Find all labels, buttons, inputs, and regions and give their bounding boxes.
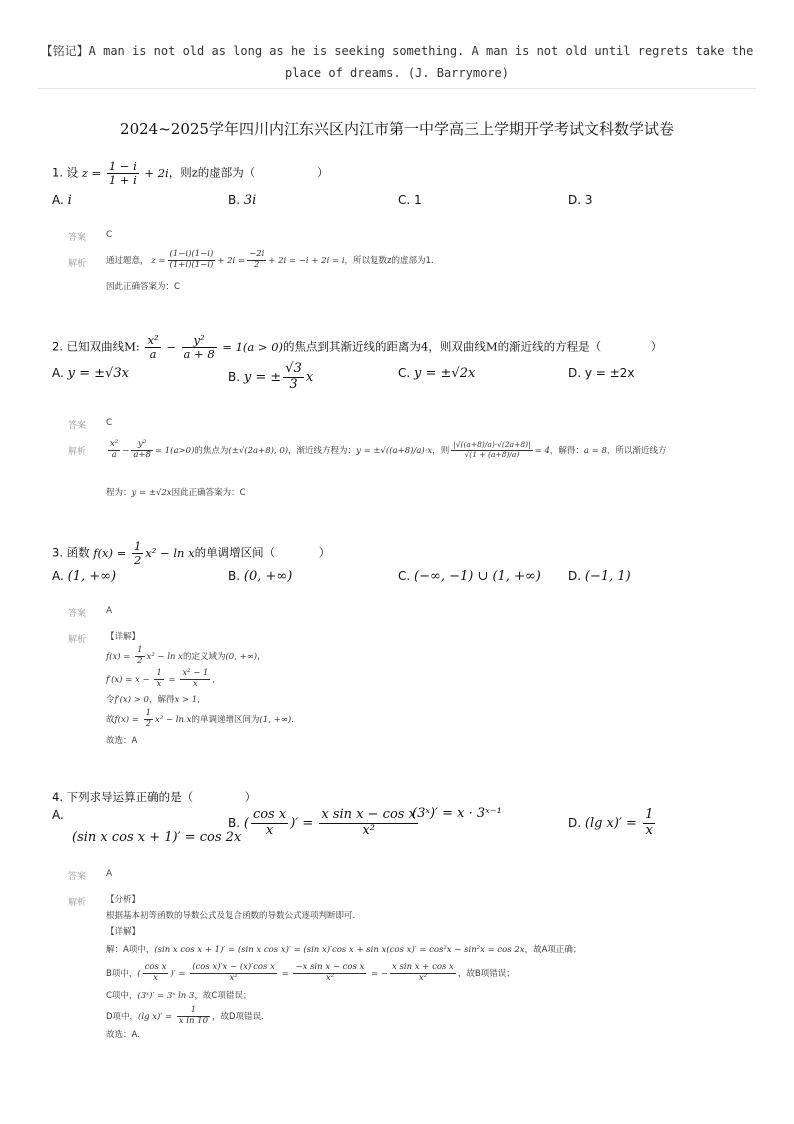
exam-title: 2024~2025学年四川内江东兴区内江市第一中学高三上学期开学考试文科数学试卷 bbox=[120, 120, 674, 138]
analysis-label: 解析 bbox=[68, 447, 87, 457]
option-d[interactable]: D. (−1, 1) bbox=[568, 569, 631, 584]
analysis-step: 故f(x) = $\frac{1}{2}$ x² − ln x的单调递增区间为(1, +∞). bbox=[106, 708, 294, 729]
close-paren: ） bbox=[650, 339, 663, 354]
analysis-method: 根据基本初等函数的导数公式及复合函数的导数公式逐项判断即可. bbox=[106, 911, 356, 921]
analysis-method-label: 【分析】 bbox=[106, 895, 141, 905]
option-b[interactable]: B. (0, +∞) bbox=[228, 569, 293, 584]
analysis-step: B项中，( $\frac{\text{cos x}}{x}$ )′ = $\frac{\text{(cos x)′x − (x)′cos x}}{\text{x²}}$ = $\frac{\text{−x sin x − cos x}}{\text{x²}}$ = − $\frac{\text{x sin x + cos x}}{\text{x²}}$ ，故B项错误； bbox=[106, 962, 515, 983]
question-1 bbox=[52, 160, 328, 187]
option-a-value: (sin x cos x + 1)′ = cos 2x bbox=[72, 830, 242, 845]
answer-value: C bbox=[106, 418, 113, 428]
close-paren: ） bbox=[316, 165, 329, 180]
option-b[interactable]: B. ( $\frac{\text{cos x}}{x}$ )′ = $\frac{\text{x sin x − cos x}}{\text{x²}}$ bbox=[228, 807, 416, 838]
question-3 bbox=[52, 540, 330, 567]
analysis-detail-label: 【详解】 bbox=[106, 632, 141, 642]
analysis-step: f′(x) = x − $\frac{1}{x}$ = $\frac{\text{x² − 1}}{x}$ , bbox=[106, 668, 216, 689]
question-stem-prefix: 设 bbox=[66, 165, 79, 180]
close-paren: ） bbox=[318, 545, 331, 560]
analysis-detail-label: 【详解】 bbox=[106, 927, 141, 937]
question-number: 1. bbox=[52, 165, 63, 180]
option-a-value: i bbox=[67, 193, 72, 208]
question-2 bbox=[52, 334, 662, 361]
option-b-value: 3i bbox=[243, 193, 257, 208]
answer-value: A bbox=[106, 606, 113, 616]
analysis-label: 解析 bbox=[68, 259, 87, 269]
option-d[interactable]: D. 3 bbox=[568, 193, 593, 207]
analysis-conclusion: 故选：A bbox=[106, 736, 138, 746]
option-d[interactable]: D. (lg x)′ = $\frac{1}{x}$ bbox=[568, 807, 654, 838]
option-a[interactable]: A. y = ±√3x bbox=[52, 366, 129, 381]
question-number: 3. bbox=[52, 545, 63, 560]
option-d[interactable]: D. y = ±2x bbox=[568, 366, 635, 380]
header-divider bbox=[38, 88, 756, 89]
analysis-step: C项中，(3ˣ)′ = 3ˣ ln 3，故C项错误； bbox=[106, 991, 252, 1001]
question-4 bbox=[52, 789, 256, 805]
option-c[interactable]: C. y = ±√2x bbox=[398, 366, 476, 381]
analysis-text: 通过题意， z = $\frac{(1-i)(1-i)}{(1+i)(1-i)}$ + 2i = $\frac{-2i}{2}$ + 2i = −i + 2i = i，所以复数z的虚部为1. bbox=[106, 249, 434, 270]
option-c[interactable]: C. 1 bbox=[398, 193, 422, 207]
answer-label: 答案 bbox=[68, 609, 87, 619]
question-number: 4. bbox=[52, 790, 63, 804]
option-c[interactable]: (3ˣ)′ = x · 3ˣ⁻¹ bbox=[412, 806, 502, 821]
question-stem-prefix: 已知双曲线M: bbox=[66, 339, 140, 354]
analysis-step: 解：A项中，(sin x cos x + 1)′ = (sin x cos x)′ = (sin x)′cos x + sin x(cos x)′ = cos²x − sin²x = cos 2x，故A项正确； bbox=[106, 945, 582, 955]
option-b[interactable]: B. 3i bbox=[228, 193, 257, 208]
answer-label: 答案 bbox=[68, 233, 87, 243]
close-paren: ） bbox=[244, 790, 257, 804]
question-stem-prefix: 函数 bbox=[66, 545, 90, 560]
math-expression: z = $\frac{1 - i}{1 + i}$ + 2i bbox=[81, 159, 169, 188]
option-a[interactable]: A. (1, +∞) bbox=[52, 569, 117, 584]
analysis-step: 令f′(x) > 0，解得x > 1, bbox=[106, 695, 200, 705]
analysis-conclusion: 故选：A. bbox=[106, 1030, 140, 1040]
option-a[interactable]: A. bbox=[52, 808, 64, 822]
question-stem-suffix: 的单调增区间（ bbox=[194, 545, 276, 560]
motto-quote bbox=[40, 40, 754, 84]
analysis-step: f(x) = $\frac{1}{2}$ x² − ln x的定义域为(0, +∞), bbox=[106, 645, 260, 666]
math-expression: $\frac{\text{x²}}{a}$ − $\frac{\text{y²}}{a + 8}$ = 1(a > 0) bbox=[147, 333, 283, 362]
math-expression: f(x) = $\frac{1}{2}$ x² − ln x bbox=[93, 539, 195, 568]
option-b[interactable]: B. y = ± $\frac{√3}{3}$ x bbox=[228, 361, 314, 392]
question-stem-suffix: 的焦点到其渐近线的距离为4，则双曲线M的渐近线的方程是（ bbox=[283, 339, 602, 354]
analysis-label: 解析 bbox=[68, 898, 87, 908]
option-a[interactable]: A. i bbox=[52, 193, 72, 208]
option-c[interactable]: C. (−∞, −1) ∪ (1, +∞) bbox=[398, 569, 541, 584]
analysis-text: $\frac{\text{x²}}{a}$ − $\frac{\text{y²}}{a+8}$ = 1(a>0)的焦点为(±√(2a+8), 0)，渐近线方程为：y = ±√((a+8)/a)·x，则 $\frac{|√((a+8)/a)\cdot√(2a+8)|}{√(1 + (a+8)/a)}$ = 4，解得：a = 8，所以渐近线方 bbox=[110, 439, 667, 460]
analysis-conclusion: 程为：y = ±√2x因此正确答案为：C bbox=[106, 488, 246, 498]
motto-line-2: place of dreams. (J. Barrymore) bbox=[285, 66, 509, 80]
question-stem-suffix: ，则z的虚部为（ bbox=[168, 165, 256, 180]
question-number: 2. bbox=[52, 339, 63, 354]
answer-value: C bbox=[106, 230, 113, 240]
answer-value: A bbox=[106, 869, 113, 879]
question-stem: 下列求导运算正确的是（ bbox=[66, 790, 194, 804]
analysis-conclusion: 因此正确答案为：C bbox=[106, 282, 180, 292]
answer-label: 答案 bbox=[68, 421, 87, 431]
answer-label: 答案 bbox=[68, 872, 87, 882]
motto-line-1: 【铭记】A man is not old as long as he is seeking something. A man is not old until regrets take the bbox=[40, 44, 754, 58]
analysis-label: 解析 bbox=[68, 635, 87, 645]
analysis-step: D项中，(lg x)′ = $\frac{1}{\text{x ln 10}}$ ，故D项错误. bbox=[106, 1005, 264, 1026]
